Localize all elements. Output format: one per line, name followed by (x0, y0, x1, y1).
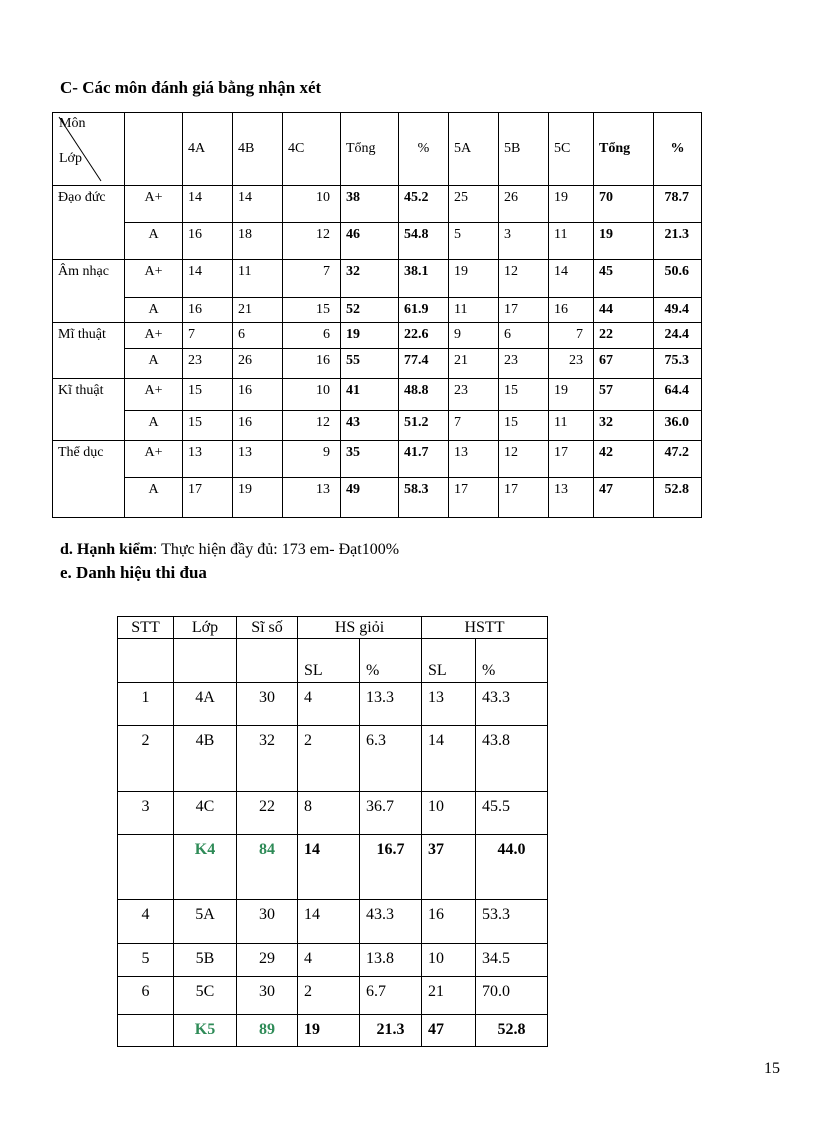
col-header: 5C (549, 113, 594, 186)
col-header: Tổng (341, 113, 399, 186)
conduct-text: : Thực hiện đầy đủ: 173 em- Đạt100% (152, 541, 400, 558)
value-cell: 21 (449, 349, 499, 379)
cell-t-sl: 10 (422, 944, 476, 977)
value-cell: 15 (283, 298, 341, 323)
value-cell: 45 (594, 260, 654, 298)
grade-cell: A+ (125, 260, 183, 298)
subject-name: Đạo đức (53, 186, 125, 260)
cell-t-pct: 43.3 (476, 683, 548, 726)
cell-siso: 30 (237, 900, 298, 944)
grade-cell: A (125, 411, 183, 441)
col-header: Tổng (594, 113, 654, 186)
table-row (118, 726, 548, 792)
table-row (53, 186, 702, 223)
cell-siso: 29 (237, 944, 298, 977)
value-cell: 15 (183, 411, 233, 441)
value-cell: 13 (183, 441, 233, 478)
cell-t-sl: 16 (422, 900, 476, 944)
value-cell: 7 (549, 323, 594, 349)
value-cell: 55 (341, 349, 399, 379)
table-row (118, 792, 548, 835)
value-cell: 52 (341, 298, 399, 323)
value-cell: 5 (449, 223, 499, 260)
table-row (118, 900, 548, 944)
value-cell: 41 (341, 379, 399, 411)
cell-t-sl: 14 (422, 726, 476, 792)
value-cell: 12 (283, 411, 341, 441)
table-row (53, 349, 702, 379)
cell-stt: 5 (118, 944, 174, 977)
value-cell: 12 (499, 260, 549, 298)
empty-cell (174, 639, 237, 683)
value-cell: 23 (549, 349, 594, 379)
cell-t-pct: 44.0 (476, 835, 548, 900)
col-header: 4B (233, 113, 283, 186)
cell-t-sl: 37 (422, 835, 476, 900)
table-row (53, 323, 702, 349)
cell-t-pct: 34.5 (476, 944, 548, 977)
cell-g-sl: 8 (298, 792, 360, 835)
value-cell: 23 (499, 349, 549, 379)
value-cell: 22 (594, 323, 654, 349)
g-sl-header: SL (298, 639, 360, 683)
value-cell: 49 (341, 478, 399, 518)
value-cell: 19 (594, 223, 654, 260)
cell-lop: 5B (174, 944, 237, 977)
value-cell: 58.3 (399, 478, 449, 518)
value-cell: 17 (183, 478, 233, 518)
value-cell: 32 (341, 260, 399, 298)
cell-lop: 4B (174, 726, 237, 792)
grade-header-cell (125, 113, 183, 186)
cell-t-pct: 53.3 (476, 900, 548, 944)
value-cell: 17 (499, 298, 549, 323)
cell-stt: 2 (118, 726, 174, 792)
cell-siso: 30 (237, 977, 298, 1015)
cell-g-pct: 6.7 (360, 977, 422, 1015)
value-cell: 26 (233, 349, 283, 379)
cell-lop: K4 (174, 835, 237, 900)
cell-lop: 4A (174, 683, 237, 726)
cell-lop: 5C (174, 977, 237, 1015)
g-pct-header: % (360, 639, 422, 683)
value-cell: 12 (283, 223, 341, 260)
value-cell: 19 (449, 260, 499, 298)
value-cell: 51.2 (399, 411, 449, 441)
section-c-title: C- Các môn đánh giá bằng nhận xét (60, 78, 322, 97)
value-cell: 47.2 (654, 441, 702, 478)
value-cell: 52.8 (654, 478, 702, 518)
empty-cell (237, 639, 298, 683)
value-cell: 7 (449, 411, 499, 441)
cell-lop: 4C (174, 792, 237, 835)
value-cell: 61.9 (399, 298, 449, 323)
cell-g-sl: 19 (298, 1015, 360, 1047)
page-number: 15 (764, 1060, 780, 1077)
value-cell: 16 (549, 298, 594, 323)
value-cell: 77.4 (399, 349, 449, 379)
table-row (53, 478, 702, 518)
t-sl-header: SL (422, 639, 476, 683)
section-e-title: e. Danh hiệu thi đua (60, 563, 207, 582)
cell-t-sl: 10 (422, 792, 476, 835)
value-cell: 6 (233, 323, 283, 349)
conduct-label: d. Hạnh kiểm (60, 541, 153, 558)
value-cell: 41.7 (399, 441, 449, 478)
value-cell: 38.1 (399, 260, 449, 298)
cell-g-sl: 2 (298, 726, 360, 792)
grade-cell: A+ (125, 323, 183, 349)
value-cell: 19 (341, 323, 399, 349)
subject-name: Thể dục (53, 441, 125, 518)
value-cell: 35 (341, 441, 399, 478)
t-pct-header: % (476, 639, 548, 683)
cell-lop: 5A (174, 900, 237, 944)
cell-stt (118, 835, 174, 900)
value-cell: 43 (341, 411, 399, 441)
cell-g-sl: 14 (298, 900, 360, 944)
grade-cell: A (125, 349, 183, 379)
value-cell: 36.0 (654, 411, 702, 441)
value-cell: 11 (233, 260, 283, 298)
value-cell: 17 (449, 478, 499, 518)
cell-g-sl: 4 (298, 944, 360, 977)
cell-g-pct: 16.7 (360, 835, 422, 900)
value-cell: 11 (549, 411, 594, 441)
value-cell: 11 (549, 223, 594, 260)
value-cell: 13 (283, 478, 341, 518)
cell-t-sl: 21 (422, 977, 476, 1015)
value-cell: 45.2 (399, 186, 449, 223)
subject-name: Mĩ thuật (53, 323, 125, 379)
value-cell: 14 (549, 260, 594, 298)
cell-lop: K5 (174, 1015, 237, 1047)
col-header: % (654, 113, 702, 186)
value-cell: 50.6 (654, 260, 702, 298)
total-row (118, 835, 548, 900)
subject-name: Âm nhạc (53, 260, 125, 323)
cell-stt: 6 (118, 977, 174, 1015)
cell-g-pct: 36.7 (360, 792, 422, 835)
col-header: 4C (283, 113, 341, 186)
value-cell: 75.3 (654, 349, 702, 379)
value-cell: 12 (499, 441, 549, 478)
value-cell: 3 (499, 223, 549, 260)
cell-siso: 30 (237, 683, 298, 726)
cell-t-pct: 45.5 (476, 792, 548, 835)
value-cell: 19 (549, 379, 594, 411)
cell-g-pct: 43.3 (360, 900, 422, 944)
value-cell: 25 (449, 186, 499, 223)
corner-bottom-label: Lớp (59, 151, 82, 166)
value-cell: 16 (233, 411, 283, 441)
value-cell: 16 (233, 379, 283, 411)
value-cell: 49.4 (654, 298, 702, 323)
table-row (53, 223, 702, 260)
value-cell: 24.4 (654, 323, 702, 349)
value-cell: 46 (341, 223, 399, 260)
value-cell: 11 (449, 298, 499, 323)
grade-cell: A+ (125, 186, 183, 223)
value-cell: 32 (594, 411, 654, 441)
col-header: % (399, 113, 449, 186)
value-cell: 19 (233, 478, 283, 518)
cell-t-pct: 70.0 (476, 977, 548, 1015)
value-cell: 7 (183, 323, 233, 349)
value-cell: 7 (283, 260, 341, 298)
cell-siso: 89 (237, 1015, 298, 1047)
total-row (118, 1015, 548, 1047)
value-cell: 14 (183, 186, 233, 223)
table-row (53, 298, 702, 323)
cell-stt (118, 1015, 174, 1047)
cell-t-pct: 52.8 (476, 1015, 548, 1047)
value-cell: 17 (499, 478, 549, 518)
table-row (53, 260, 702, 298)
value-cell: 9 (449, 323, 499, 349)
cell-siso: 22 (237, 792, 298, 835)
value-cell: 23 (183, 349, 233, 379)
value-cell: 10 (283, 186, 341, 223)
cell-t-pct: 43.8 (476, 726, 548, 792)
value-cell: 13 (449, 441, 499, 478)
grade-cell: A (125, 478, 183, 518)
value-cell: 16 (183, 298, 233, 323)
corner-top-label: Môn (59, 116, 86, 131)
corner-cell (53, 113, 125, 186)
hstt-header: HSTT (422, 617, 548, 639)
value-cell: 67 (594, 349, 654, 379)
value-cell: 15 (499, 411, 549, 441)
value-cell: 15 (183, 379, 233, 411)
cell-t-sl: 13 (422, 683, 476, 726)
value-cell: 16 (283, 349, 341, 379)
value-cell: 19 (549, 186, 594, 223)
col-header: 5A (449, 113, 499, 186)
cell-t-sl: 47 (422, 1015, 476, 1047)
value-cell: 22.6 (399, 323, 449, 349)
value-cell: 14 (233, 186, 283, 223)
stt-header: STT (118, 617, 174, 639)
grade-cell: A (125, 298, 183, 323)
value-cell: 44 (594, 298, 654, 323)
grade-cell: A (125, 223, 183, 260)
cell-g-sl: 14 (298, 835, 360, 900)
cell-stt: 1 (118, 683, 174, 726)
grade-cell: A+ (125, 441, 183, 478)
value-cell: 6 (283, 323, 341, 349)
cell-g-pct: 13.8 (360, 944, 422, 977)
value-cell: 42 (594, 441, 654, 478)
cell-g-sl: 4 (298, 683, 360, 726)
cell-g-sl: 2 (298, 977, 360, 1015)
cell-siso: 32 (237, 726, 298, 792)
value-cell: 9 (283, 441, 341, 478)
value-cell: 21.3 (654, 223, 702, 260)
value-cell: 10 (283, 379, 341, 411)
table-row (53, 379, 702, 411)
grade-cell: A+ (125, 379, 183, 411)
value-cell: 54.8 (399, 223, 449, 260)
value-cell: 6 (499, 323, 549, 349)
value-cell: 48.8 (399, 379, 449, 411)
value-cell: 57 (594, 379, 654, 411)
value-cell: 16 (183, 223, 233, 260)
cell-g-pct: 13.3 (360, 683, 422, 726)
value-cell: 38 (341, 186, 399, 223)
value-cell: 15 (499, 379, 549, 411)
value-cell: 21 (233, 298, 283, 323)
value-cell: 17 (549, 441, 594, 478)
conduct-line (60, 541, 399, 559)
cell-siso: 84 (237, 835, 298, 900)
value-cell: 26 (499, 186, 549, 223)
col-header: 4A (183, 113, 233, 186)
empty-cell (118, 639, 174, 683)
table-row (53, 411, 702, 441)
value-cell: 23 (449, 379, 499, 411)
siso-header: Sĩ số (237, 617, 298, 639)
cell-stt: 3 (118, 792, 174, 835)
cell-g-pct: 6.3 (360, 726, 422, 792)
lop-header: Lớp (174, 617, 237, 639)
value-cell: 18 (233, 223, 283, 260)
table-row (53, 441, 702, 478)
subjects-assessment-table (52, 112, 702, 518)
value-cell: 78.7 (654, 186, 702, 223)
table-row (118, 944, 548, 977)
value-cell: 14 (183, 260, 233, 298)
value-cell: 13 (549, 478, 594, 518)
table-row (118, 977, 548, 1015)
cell-g-pct: 21.3 (360, 1015, 422, 1047)
emulation-titles-table (117, 616, 548, 1047)
value-cell: 47 (594, 478, 654, 518)
col-header: 5B (499, 113, 549, 186)
table-row (118, 683, 548, 726)
cell-stt: 4 (118, 900, 174, 944)
hsgioi-header: HS giỏi (298, 617, 422, 639)
subject-name: Kĩ thuật (53, 379, 125, 441)
value-cell: 13 (233, 441, 283, 478)
value-cell: 64.4 (654, 379, 702, 411)
value-cell: 70 (594, 186, 654, 223)
